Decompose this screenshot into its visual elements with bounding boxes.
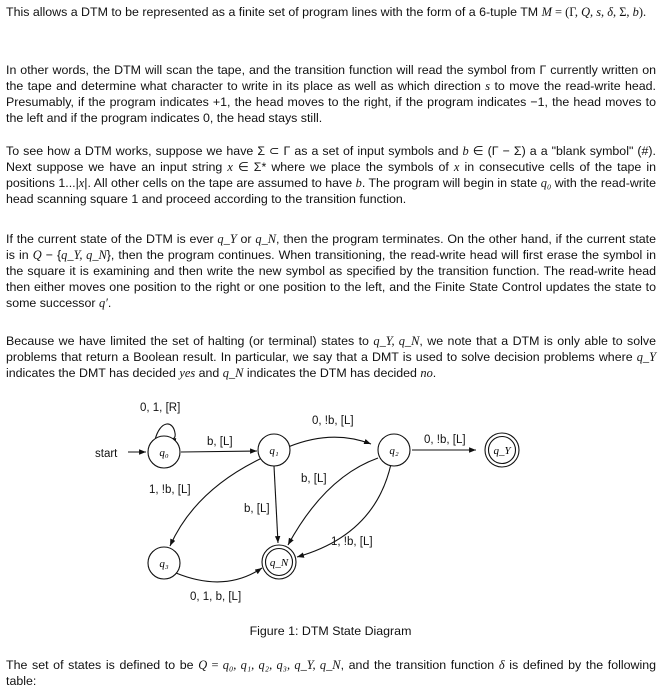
edge-q1-qN bbox=[274, 466, 278, 543]
edge-q1-q3 bbox=[170, 458, 262, 546]
figure-caption: Figure 1: DTM State Diagram bbox=[249, 624, 412, 638]
state-qN-label: q_N bbox=[269, 557, 289, 569]
edge-label-q1-q3: 1, !b, [L] bbox=[149, 484, 191, 496]
state-qY-label: q_Y bbox=[493, 445, 511, 457]
edge-q3-qN bbox=[176, 568, 262, 582]
edge-label-q2-qY: 0, !b, [L] bbox=[424, 434, 466, 446]
state-q1-label: q₁ bbox=[269, 445, 279, 457]
dtm-state-diagram bbox=[0, 395, 661, 620]
edge-label-q3-qN: 0, 1, b, [L] bbox=[190, 591, 242, 603]
paragraph-set-of-states: The set of states is defined to be Q = q₀, q₁, q₂, q₃, q_Y, q_N, and the transition function δ is defined by the following table: bbox=[6, 658, 656, 688]
state-qN-reject bbox=[262, 545, 296, 579]
edge-label-q2-qN-b: b, [L] bbox=[301, 473, 327, 485]
edge-label-q1-q2: 0, !b, [L] bbox=[312, 415, 354, 427]
paragraph-halting-states: Because we have limited the set of halting (or terminal) states to q_Y, q_N, we note that a DTM is only able to solve problems that return a Boolean result. In particular, we say that a DMT is used to solve decision problems where q_Y indicates the DMT has decided yes and q_N indicates the DTM has decided no. bbox=[6, 334, 656, 380]
paragraph-how-dtm-works: To see how a DTM works, suppose we have Σ ⊂ Γ as a set of input symbols and b ∈ (Γ − Σ) a a "blank symbol" (#). Next suppose we have an input string x ∈ Σ* where we place the symbols of x in consecutive cells of the tape in positions 1...|x|. All other cells on the tape are assumed to have b. The program will begin in state q₀ with the read-write head scanning square 1 and proceed according to the transition function. bbox=[6, 144, 656, 206]
state-q3-label: q₃ bbox=[159, 558, 169, 570]
paragraph-6-tuple: This allows a DTM to be represented as a finite set of program lines with the form of a 6-tuple TM M = (Γ, Q, s, δ, Σ, b). bbox=[6, 5, 647, 19]
paragraph-terminate: If the current state of the DTM is ever q_Y or q_N, then the program terminates. On the other hand, if the current state is in Q − {q_Y, q_N}, then the program continues. When transitioning, the read-write head will first erase the symbol in the square it is examining and then write the new symbol as specified by the transition function. The read-write head then either moves one position to the right or one position to the left, and the Finite State Control updates the state to some successor q′. bbox=[6, 232, 657, 310]
state-q2-label: q₂ bbox=[389, 445, 399, 457]
state-q0-label: q₀ bbox=[159, 447, 169, 459]
edge-label-q0-loop: 0, 1, [R] bbox=[140, 402, 181, 414]
state-q2 bbox=[378, 434, 410, 466]
state-q1 bbox=[258, 434, 290, 466]
state-q3 bbox=[148, 547, 180, 579]
edge-q2-qN-b bbox=[288, 458, 378, 545]
edge-label-q2-qN-1: 1, !b, [L] bbox=[331, 536, 373, 548]
paragraph-scan-tape: In other words, the DTM will scan the tape, and the transition function will read the symbol from Γ currently written on the tape and determine what character to write in its place as well as which direction s to move the read-write head. Presumably, if the program indicates +1, the head moves to the right, if the program indicates −1, the head moves to the left and if the program indicates 0, the head stays still. bbox=[6, 63, 656, 125]
edge-label-q1-qN: b, [L] bbox=[244, 503, 270, 515]
edge-label-q0-q1: b, [L] bbox=[207, 436, 233, 448]
edge-q0-q1 bbox=[181, 451, 257, 452]
state-qY-accept bbox=[485, 433, 519, 467]
state-q0 bbox=[148, 436, 180, 468]
edge-q1-q2 bbox=[288, 437, 371, 447]
start-label: start bbox=[95, 448, 118, 460]
